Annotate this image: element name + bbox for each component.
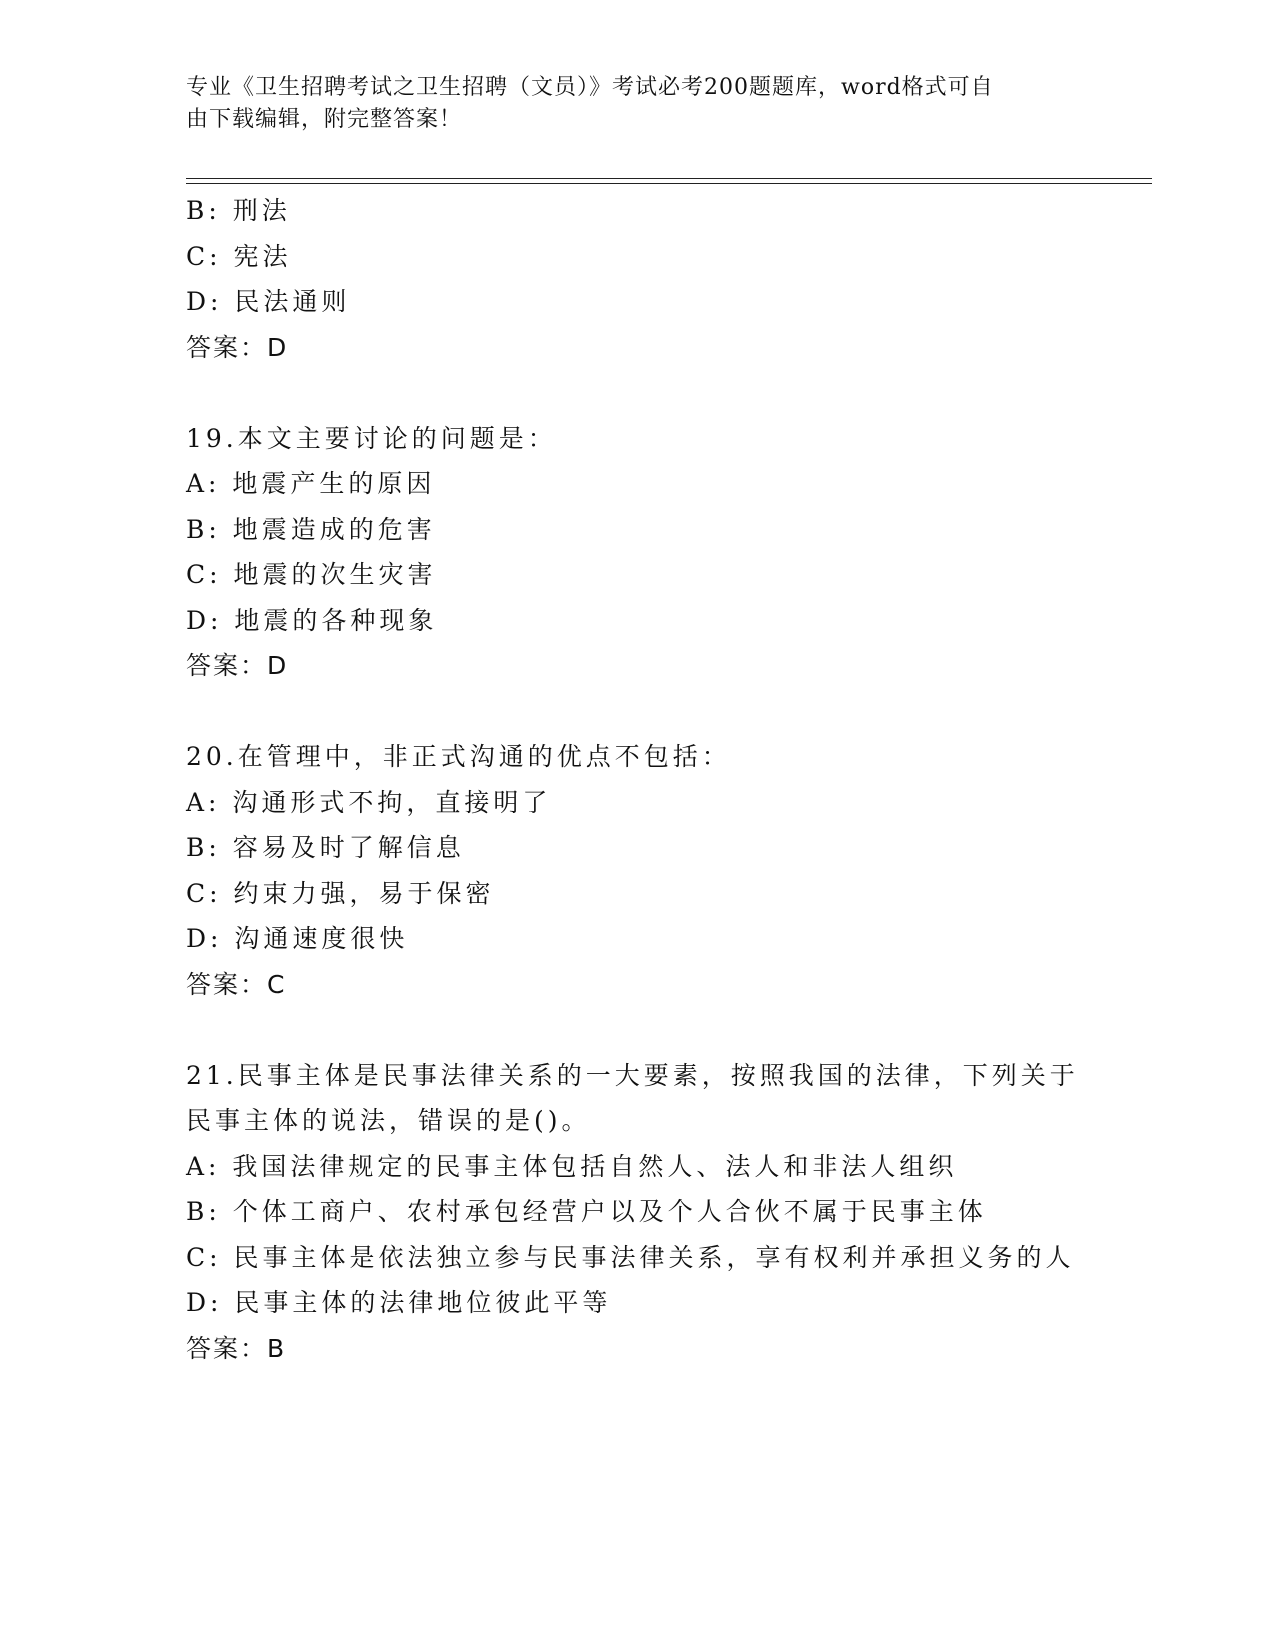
option-d: D: 沟通速度很快 (186, 924, 409, 953)
answer-line: 答案：C (186, 969, 287, 999)
question-21 (186, 1053, 1186, 1372)
question-stem-line-1: 21.民事主体是民事法律关系的一大要素，按照我国的法律，下列关于 (186, 1060, 1079, 1090)
option-c: C: 地震的次生灾害 (186, 560, 437, 589)
option-c: C: 宪法 (186, 241, 292, 271)
question-stem-line-2: 民事主体的说法，错误的是()。 (186, 1106, 591, 1135)
option-d: D: 地震的各种现象 (186, 605, 438, 635)
answer-line: 答案：D (186, 332, 289, 362)
question-list (186, 188, 1186, 1371)
option-a: A: 地震产生的原因 (186, 469, 436, 498)
option-a: A: 我国法律规定的民事主体包括自然人、法人和非法人组织 (186, 1151, 958, 1181)
option-a: A: 沟通形式不拘，直接明了 (186, 787, 552, 817)
question-stem: 20.在管理中，非正式沟通的优点不包括： (186, 742, 731, 771)
answer-line: 答案：D (186, 651, 289, 680)
header-divider-bottom (186, 183, 1152, 184)
option-d: D: 民事主体的法律地位彼此平等 (186, 1288, 612, 1317)
option-b: B: 容易及时了解信息 (186, 833, 465, 862)
option-b: B: 个体工商户、农村承包经营户以及个人合伙不属于民事主体 (186, 1197, 987, 1226)
question-stem: 19.本文主要讨论的问题是： (186, 423, 557, 453)
header-divider-top (186, 178, 1152, 179)
spacer (186, 1007, 1186, 1053)
question-18-tail (186, 188, 1186, 370)
spacer (186, 689, 1186, 735)
option-b: B: 刑法 (186, 196, 291, 225)
question-20 (186, 734, 1186, 1007)
answer-line: 答案：B (186, 1333, 287, 1363)
header-line-2: 由下载编辑，附完整答案！ (186, 107, 463, 132)
option-b: B: 地震造成的危害 (186, 514, 436, 544)
option-d: D: 民法通则 (186, 287, 351, 316)
option-c: C: 民事主体是依法独立参与民事法律关系，享有权利并承担义务的人 (186, 1242, 1075, 1272)
document-header (186, 72, 1086, 136)
header-line-1: 专业《卫生招聘考试之卫生招聘（文员）》考试必考200题题库，word格式可自 (186, 75, 994, 100)
spacer (186, 370, 1186, 416)
question-19 (186, 416, 1186, 689)
option-c: C: 约束力强，易于保密 (186, 878, 495, 908)
